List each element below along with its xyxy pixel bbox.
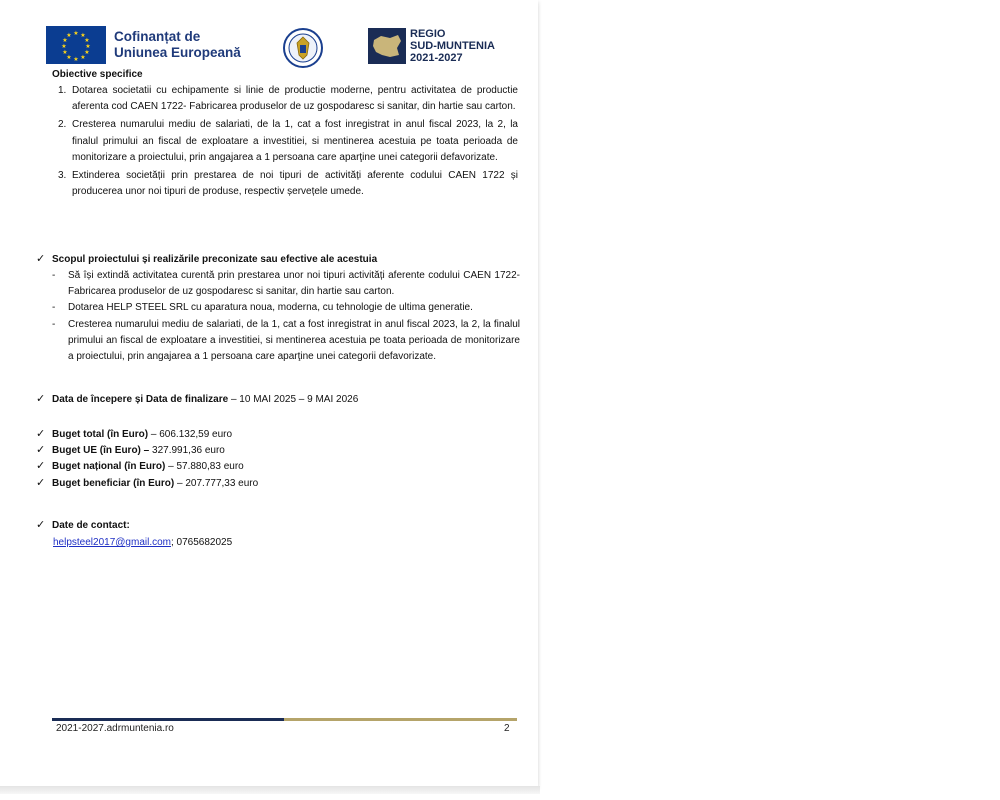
- contact-details: [53, 535, 232, 551]
- checkmark-icon: ✓: [36, 519, 46, 531]
- svg-text:★: ★: [84, 37, 90, 44]
- svg-text:★: ★: [61, 43, 67, 50]
- checkmark-icon: ✓: [36, 444, 46, 456]
- dash-bullet: -: [52, 270, 56, 281]
- svg-text:★: ★: [62, 49, 68, 56]
- objective-number: 3.: [58, 170, 67, 182]
- scope-item-text: Dotarea HELP STEEL SRL cu aparatura noua, moderna, cu tehnologie de ultima generatie.: [68, 302, 473, 314]
- budget-ue: [52, 443, 225, 459]
- svg-text:★: ★: [62, 37, 68, 44]
- budget-national: [52, 459, 244, 475]
- budget-national-label: Buget național (în Euro): [52, 461, 166, 472]
- footer-bar-navy: [52, 718, 284, 721]
- footer-bar-gold: [284, 718, 517, 721]
- svg-text:★: ★: [66, 54, 72, 61]
- eu-line-1: Cofinanțat de: [114, 29, 201, 44]
- scope-item: [52, 268, 520, 300]
- svg-text:★: ★: [66, 32, 72, 39]
- page-bottom-edge: [0, 786, 540, 794]
- svg-text:★: ★: [80, 54, 86, 61]
- svg-text:★: ★: [84, 49, 90, 56]
- objective-number: 1.: [58, 85, 67, 96]
- checkmark-icon: ✓: [36, 393, 46, 405]
- objectives-list: [52, 83, 518, 202]
- svg-text:★: ★: [73, 56, 79, 63]
- dates-value: – 10 MAI 2025 – 9 MAI 2026: [228, 394, 359, 405]
- checkmark-icon: ✓: [36, 477, 46, 489]
- eu-line-2: Uniunea Europeană: [114, 45, 241, 60]
- checkmark-icon: ✓: [36, 253, 46, 265]
- budget-beneficiary-value: – 207.777,33 euro: [174, 478, 259, 489]
- regio-line-3: 2021-2027: [410, 52, 463, 64]
- eu-flag-icon: [46, 26, 106, 64]
- regio-line-1: REGIO: [410, 28, 446, 40]
- checkmark-icon: ✓: [36, 428, 46, 440]
- regio-logo-text: [410, 28, 495, 64]
- government-seal-icon: [283, 28, 323, 73]
- objective-item: [52, 117, 518, 166]
- budget-beneficiary-label: Buget beneficiar (în Euro): [52, 478, 175, 489]
- budget-total-value: – 606.132,59 euro: [148, 429, 233, 440]
- eu-cofinancing-text: [114, 29, 241, 61]
- scope-list: [52, 268, 520, 365]
- objective-text: Extinderea societății prin prestarea de noi tipuri de activități aferente codului CAEN 1722 și producerea unor noi tipuri de produse, respectiv șervețele umede.: [72, 170, 518, 198]
- objective-item: [52, 168, 518, 200]
- svg-text:★: ★: [73, 30, 79, 37]
- scope-item-text: Să își extindă activitatea curentă prin prestarea unor noi tipuri activități aferente codului CAEN 1722- Fabricarea produselor de uz gospodaresc si sanitar, din hartie sau carton.: [68, 270, 520, 298]
- budget-ue-value: 327.991,36 euro: [149, 445, 225, 456]
- scope-item: [52, 300, 520, 316]
- email-link[interactable]: helpsteel2017@gmail.com: [53, 537, 171, 548]
- budget-total: [52, 427, 232, 443]
- objective-text: Dotarea societatii cu echipamente si linie de productie moderne, pentru activitatea de productie aferenta cod CAEN 1722- Fabricarea produselor de uz gospodaresc si sanitar, din hartie sau carton.: [72, 85, 518, 113]
- budget-ue-label: Buget UE (în Euro) –: [52, 445, 150, 456]
- checkmark-icon: ✓: [36, 460, 46, 472]
- budget-total-label: Buget total (în Euro): [52, 429, 149, 440]
- contact-phone: ; 0765682025: [171, 537, 233, 548]
- budget-beneficiary: [52, 476, 258, 492]
- svg-text:★: ★: [80, 32, 86, 39]
- regio-line-2: SUD-MUNTENIA: [410, 40, 495, 52]
- regio-map-icon: [368, 28, 406, 64]
- contact-label: Date de contact:: [52, 520, 130, 531]
- objective-number: 2.: [58, 119, 67, 131]
- scope-item-text: Cresterea numarului mediu de salariati, de la 1, cat a fost inregistrat in anul fiscal 2023, la 2, la finalul primului an fiscal de exploatare a investitiei, si mentinerea acestuia pe toata perioada de monitorizare a proiectului, prin angajarea a 1 persoana care aparţine unei categorii defavorizate.: [68, 318, 520, 363]
- page-number: 2: [504, 723, 510, 734]
- footer-url: 2021-2027.adrmuntenia.ro: [56, 723, 174, 734]
- budget-national-value: – 57.880,83 euro: [165, 461, 244, 472]
- objectives-heading: Obiective specifice: [52, 69, 143, 80]
- svg-text:★: ★: [85, 43, 91, 50]
- scope-item: [52, 317, 520, 366]
- dash-bullet: -: [52, 302, 56, 314]
- objective-text: Cresterea numarului mediu de salariati, de la 1, cat a fost inregistrat in anul fiscal 2023, la 2, la finalul primului an fiscal de exploatare a investitiei, si mentinerea acestuia pe toata perioada de monitorizare a proiectului, prin angajarea a 1 persoana care aparţine unei categorii defavorizate.: [72, 119, 518, 163]
- dates-label: Data de începere și Data de finalizare: [52, 394, 229, 405]
- project-dates: [52, 392, 358, 408]
- dash-bullet: -: [52, 318, 56, 330]
- objective-item: [52, 83, 518, 115]
- scope-title: Scopul proiectului și realizările preconizate sau efective ale acestuia: [52, 254, 378, 265]
